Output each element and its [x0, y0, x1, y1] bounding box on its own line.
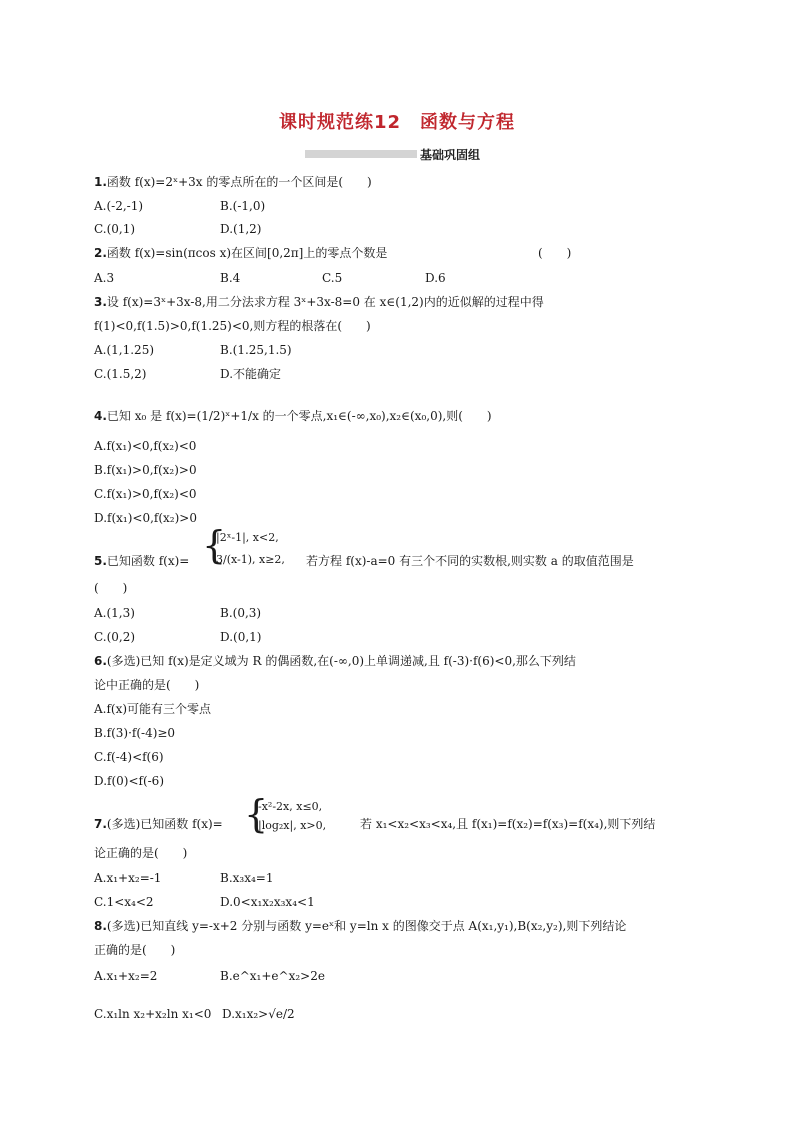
option-c: C.x₁ln x₂+x₂ln x₁<0: [94, 1007, 212, 1021]
question-number: 8.: [94, 919, 107, 933]
option-d: D.f(0)<f(-6): [94, 774, 164, 788]
question-text-line2: 论正确的是( ): [94, 846, 188, 860]
question-number: 3.: [94, 295, 107, 309]
option-c: C.(0,2): [94, 630, 136, 644]
option-b: B.(1.25,1.5): [220, 343, 292, 357]
option-d: D.(1,2): [220, 222, 262, 236]
question-number: 5.: [94, 554, 107, 568]
page-title: 课时规范练12 函数与方程: [278, 112, 516, 133]
option-c: C.(1.5,2): [94, 367, 147, 381]
option-d: D.6: [425, 271, 446, 285]
option-a: A.x₁+x₂=-1: [94, 871, 162, 885]
question-text-line2: 论中正确的是( ): [94, 678, 200, 692]
option-c: C.(0,1): [94, 222, 136, 236]
option-a: A.f(x)可能有三个零点: [94, 702, 212, 716]
question-3: [94, 294, 544, 310]
option-d: D.(0,1): [220, 630, 262, 644]
option-a: A.x₁+x₂=2: [94, 969, 158, 983]
question-text: (多选)已知函数 f(x)=: [106, 817, 223, 831]
option-d: D.不能确定: [220, 367, 282, 381]
option-a: A.(-2,-1): [94, 199, 144, 213]
piecewise-brace: {: [244, 792, 269, 836]
option-b: B.e^x₁+e^x₂>2e: [220, 969, 325, 983]
section-label: 基础巩固组: [420, 148, 481, 162]
piecewise-case-1: -x²-2x, x≤0,: [258, 800, 323, 813]
question-text-line2: 正确的是( ): [94, 943, 176, 957]
answer-blank: ( ): [538, 246, 572, 260]
section-divider: [305, 150, 417, 158]
question-number: 7.: [94, 817, 107, 831]
option-a: A.(1,3): [94, 606, 135, 620]
question-text: (多选)已知直线 y=-x+2 分别与函数 y=eˣ和 y=ln x 的图像交于点 A(x₁,y₁),B(x₂,y₂),则下列结论: [106, 919, 627, 933]
answer-blank: ( ): [94, 581, 128, 595]
piecewise-brace: {: [202, 523, 227, 567]
option-b: B.4: [220, 271, 241, 285]
question-text: 已知 x₀ 是 f(x)=(1/2)ˣ+1/x 的一个零点,x₁∈(-∞,x₀),x₂∈(x₀,0),则( ): [106, 409, 492, 423]
question-text-line2: f(1)<0,f(1.5)>0,f(1.25)<0,则方程的根落在( ): [94, 319, 371, 333]
question-7: [94, 816, 223, 832]
question-1: [94, 174, 372, 190]
question-6: [94, 653, 576, 669]
question-2: [94, 245, 387, 261]
question-5: [94, 553, 189, 569]
question-number: 2.: [94, 246, 107, 260]
option-d: D.f(x₁)<0,f(x₂)>0: [94, 511, 197, 525]
question-number: 4.: [94, 409, 107, 423]
option-d: D.x₁x₂>√e/2: [222, 1007, 295, 1021]
piecewise-case-2: |log₂x|, x>0,: [258, 819, 327, 832]
question-text: 设 f(x)=3ˣ+3x-8,用二分法求方程 3ˣ+3x-8=0 在 x∈(1,2)内的近似解的过程中得: [106, 295, 544, 309]
option-b: B.(0,3): [220, 606, 262, 620]
option-a: A.f(x₁)<0,f(x₂)<0: [94, 439, 197, 453]
option-b: B.(-1,0): [220, 199, 266, 213]
question-text-cont: 若方程 f(x)-a=0 有三个不同的实数根,则实数 a 的取值范围是: [306, 554, 634, 568]
question-text: (多选)已知 f(x)是定义域为 R 的偶函数,在(-∞,0)上单调递减,且 f(-3)·f(6)<0,那么下列结: [106, 654, 576, 668]
option-d: D.0<x₁x₂x₃x₄<1: [220, 895, 315, 909]
option-a: A.3: [94, 271, 115, 285]
question-text: 函数 f(x)=2ˣ+3x 的零点所在的一个区间是( ): [106, 175, 372, 189]
option-c: C.5: [322, 271, 343, 285]
question-text: 函数 f(x)=sin(πcos x)在区间[0,2π]上的零点个数是: [106, 246, 388, 260]
piecewise-case-2: 3/(x-1), x≥2,: [216, 553, 285, 566]
option-b: B.x₃x₄=1: [220, 871, 274, 885]
question-number: 1.: [94, 175, 107, 189]
option-b: B.f(x₁)>0,f(x₂)>0: [94, 463, 197, 477]
question-text: 已知函数 f(x)=: [106, 554, 190, 568]
question-number: 6.: [94, 654, 107, 668]
option-a: A.(1,1.25): [94, 343, 155, 357]
question-4: [94, 408, 492, 424]
option-c: C.f(x₁)>0,f(x₂)<0: [94, 487, 197, 501]
piecewise-case-1: |2ˣ-1|, x<2,: [216, 531, 279, 544]
question-8: [94, 918, 626, 934]
question-text-cont: 若 x₁<x₂<x₃<x₄,且 f(x₁)=f(x₂)=f(x₃)=f(x₄),则下列结: [360, 817, 656, 831]
option-c: C.f(-4)<f(6): [94, 750, 164, 764]
option-b: B.f(3)·f(-4)≥0: [94, 726, 176, 740]
option-c: C.1<x₄<2: [94, 895, 154, 909]
